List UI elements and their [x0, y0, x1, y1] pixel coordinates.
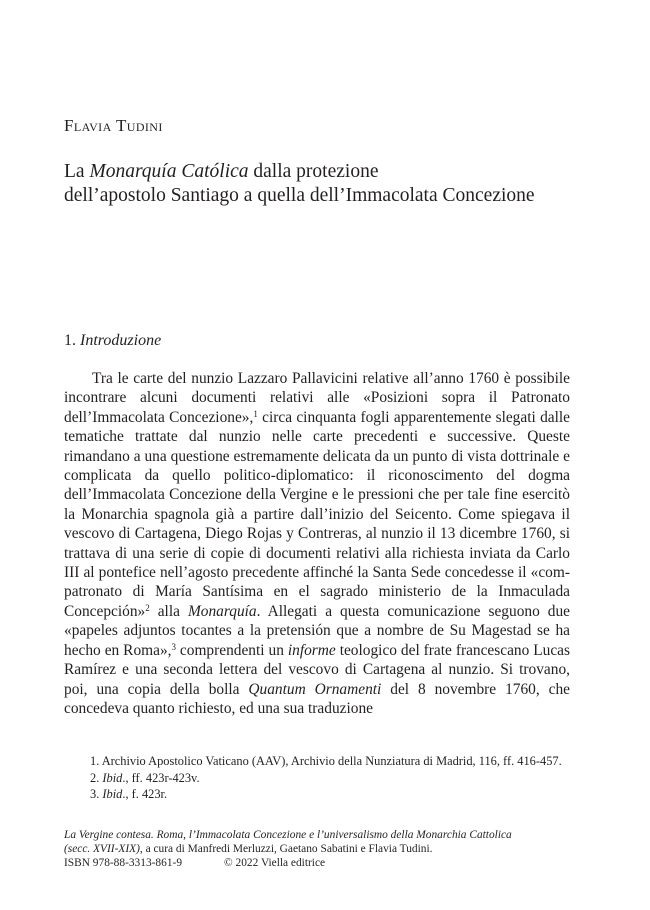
footnote-prefix: 3.: [90, 787, 103, 801]
body-text-segment: circa cinquanta fogli apparentemente slegati dalle tematiche trattate dal nunzio nelle carte precedenti e successive. Queste rimandano a una questione estremamente delicata da un punto di vista dottrinale e complicata da quello politico-diplomatico: il riconoscimento del dogma dell’Immacolata Concezione della Vergine e le pressioni che per tale fine esercitò la Monarchia spagnola già a partire dall’inizio del Seicento. Come spiegava il vescovo di Cartagena, Diego Rojas y Contreras, al nunzio il 13 dicembre 1760, si trattava di una serie di copie di documenti relativi alla richiesta inviata da Carlo III al pontefice nell’agosto precedente affinché la Santa Sede concedesse il «compatronato di María Santísima en el sagrado ministerio de la Inmaculada Concepción»: [64, 408, 570, 620]
footnote-ibid: Ibid: [102, 787, 123, 801]
body-text-segment: teologico del frate francescano Lucas Ramírez e una seconda lettera del vescovo di Cartagena al nunzio. Si trovano, poi, una copia della bolla: [64, 641, 570, 698]
body-text-segment: . Allegati a questa comunicazione seguono due «papeles adjuntos tocantes a la pretensión que a nombre de Su Magestad se ha hecho en Roma»,: [64, 602, 570, 659]
editors: , a cura di Manfredi Merluzzi, Gaetano Sabatini e Flavia Tudini.: [139, 843, 433, 856]
body-italic-term: informe: [287, 641, 336, 659]
footnote-3: [64, 786, 570, 803]
isbn: ISBN 978-88-3313-861-9: [64, 857, 183, 870]
body-text-segment: Tra le carte del nunzio Lazzaro Pallavicini relative all’anno 1760 è possibile incontrare alcuni documenti relativi alle «Posizioni sopra il Patronato dell’Immacolata Concezione»,: [64, 370, 570, 426]
footnote-rest: ., ff. 423r-423v.: [122, 770, 200, 785]
section-heading: [64, 332, 161, 350]
book-title-continued: (secc. XVII-XIX): [64, 843, 140, 856]
body-text-segment: alla: [149, 602, 188, 620]
footnote-rest: ., f. 423r.: [122, 787, 168, 801]
body-text-segment: comprendenti un: [175, 641, 288, 659]
copyright: © 2022 Viella editrice: [224, 857, 326, 870]
body-italic-term: Monarquía: [187, 602, 257, 620]
body-text-segment: del 8 novembre 1760, che concedeva quanto richiesto, ed una sua traduzione: [64, 680, 570, 717]
footnote-text: 1. Archivio Apostolico Vaticano (AAV), Archivio della Nunziatura di Madrid, 116, ff. 416-457.: [90, 754, 562, 768]
imprint: [64, 828, 584, 871]
chapter-title-italic: Monarquía Católica: [89, 161, 249, 182]
section-number: 1.: [64, 332, 80, 349]
section-title: Introduzione: [80, 332, 162, 349]
imprint-line-1: [64, 828, 584, 842]
footnote-ref-1: 1: [253, 408, 258, 419]
body-italic-term: Quantum Ornamenti: [248, 680, 382, 698]
imprint-line-3: [64, 856, 584, 870]
author-name: Flavia Tudini: [64, 116, 163, 135]
footnotes: [64, 753, 570, 803]
footnote-1: [64, 753, 570, 770]
chapter-title-text-1: La: [64, 161, 90, 182]
footnote-ref-2: 2: [145, 602, 150, 613]
imprint-line-2: [64, 842, 584, 856]
chapter-title-line-2: dell’apostolo Santiago a quella dell’Immacolata Concezione: [64, 185, 535, 206]
chapter-title-text-2: dalla protezione: [248, 161, 379, 182]
book-page: [64, 0, 570, 910]
body-paragraph: [64, 369, 570, 718]
footnote-ref-3: 3: [171, 641, 176, 652]
book-title: La Vergine contesa. Roma, l’Immacolata Concezione e l’universalismo della Monarchia Cattolica: [64, 829, 512, 841]
chapter-title: [64, 160, 584, 208]
footnote-ibid: Ibid: [102, 770, 123, 785]
footnote-2: [64, 770, 570, 787]
footnote-prefix: 2.: [90, 770, 103, 785]
